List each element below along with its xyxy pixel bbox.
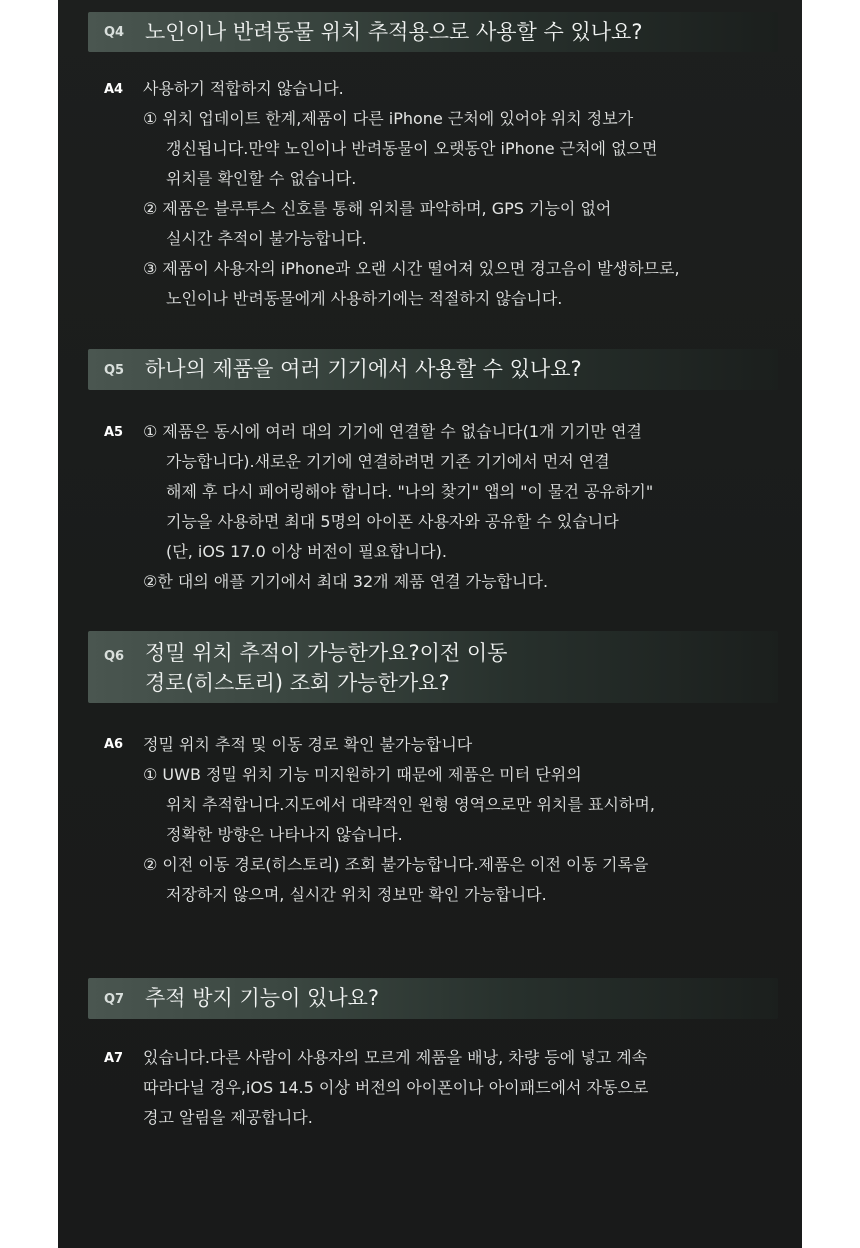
answer-line: ② 제품은 블루투스 신호를 통해 위치를 파악하며, GPS 기능이 없어 [143,199,612,218]
faq-question-q4 [88,12,778,52]
answer-line: ① UWB 정밀 위치 기능 미지원하기 때문에 제품은 미터 단위의 [143,765,582,784]
question-number: Q4 [104,25,125,40]
question-text: 추적 방지 기능이 있나요? [145,986,380,1010]
answer-line: 사용하기 적합하지 않습니다. [143,79,344,98]
answer-line: (단, iOS 17.0 이상 버전이 필요합니다). [166,542,447,561]
question-text: 하나의 제품을 여러 기기에서 사용할 수 있나요? [145,357,582,381]
answer-line: 위치 추적합니다.지도에서 대략적인 원형 영역으로만 위치를 표시하며, [166,795,655,814]
answer-line: 실시간 추적이 불가능합니다. [166,229,367,248]
answer-line: 저장하지 않으며, 실시간 위치 정보만 확인 가능합니다. [166,885,547,904]
answer-line: ② 이전 이동 경로(히스토리) 조회 불가능합니다.제품은 이전 이동 기록을 [143,855,649,874]
answer-number: A7 [104,1051,124,1066]
answer-line: 따라다닐 경우,iOS 14.5 이상 버전의 아이폰이나 아이패드에서 자동으로 [143,1078,649,1097]
answer-line: 정밀 위치 추적 및 이동 경로 확인 불가능합니다 [143,735,473,754]
question-number: Q7 [104,992,125,1007]
faq-question-q7 [88,978,778,1019]
question-number: Q5 [104,363,125,378]
answer-number: A5 [104,425,124,440]
faq-question-q6 [88,631,778,703]
answer-line: ① 제품은 동시에 여러 대의 기기에 연결할 수 없습니다(1개 기기만 연결 [143,422,642,441]
answer-line: 해제 후 다시 페어링해야 합니다. "나의 찾기" 앱의 "이 물건 공유하기" [166,482,654,501]
answer-line: ②한 대의 애플 기기에서 최대 32개 제품 연결 가능합니다. [143,572,549,591]
answer-line: 기능을 사용하면 최대 5명의 아이폰 사용자와 공유할 수 있습니다 [166,512,619,531]
answer-line: 노인이나 반려동물에게 사용하기에는 적절하지 않습니다. [166,289,563,308]
faq-question-q5 [88,349,778,390]
answer-line: ① 위치 업데이트 한계,제품이 다른 iPhone 근처에 있어야 위치 정보가 [143,109,634,128]
question-text: 노인이나 반려동물 위치 추적용으로 사용할 수 있나요? [145,20,643,44]
answer-number: A4 [104,82,124,97]
question-text: 정밀 위치 추적이 가능한가요?이전 이동 [145,641,508,665]
answer-line: 있습니다.다른 사람이 사용자의 모르게 제품을 배낭, 차량 등에 넣고 계속 [143,1048,648,1067]
answer-line: 갱신됩니다.만약 노인이나 반려동물이 오랫동안 iPhone 근처에 없으면 [166,139,658,158]
answer-line: 정확한 방향은 나타나지 않습니다. [166,825,403,844]
answer-line: ③ 제품이 사용자의 iPhone과 오랜 시간 떨어져 있으면 경고음이 발생하므로, [143,259,680,278]
answer-line: 경고 알림을 제공합니다. [143,1108,313,1127]
answer-line: 가능합니다).새로운 기기에 연결하려면 기존 기기에서 먼저 연결 [166,452,610,471]
answer-number: A6 [104,737,124,752]
answer-line: 위치를 확인할 수 없습니다. [166,169,357,188]
question-number: Q6 [104,649,125,664]
question-text: 경로(히스토리) 조회 가능한가요? [145,671,450,695]
